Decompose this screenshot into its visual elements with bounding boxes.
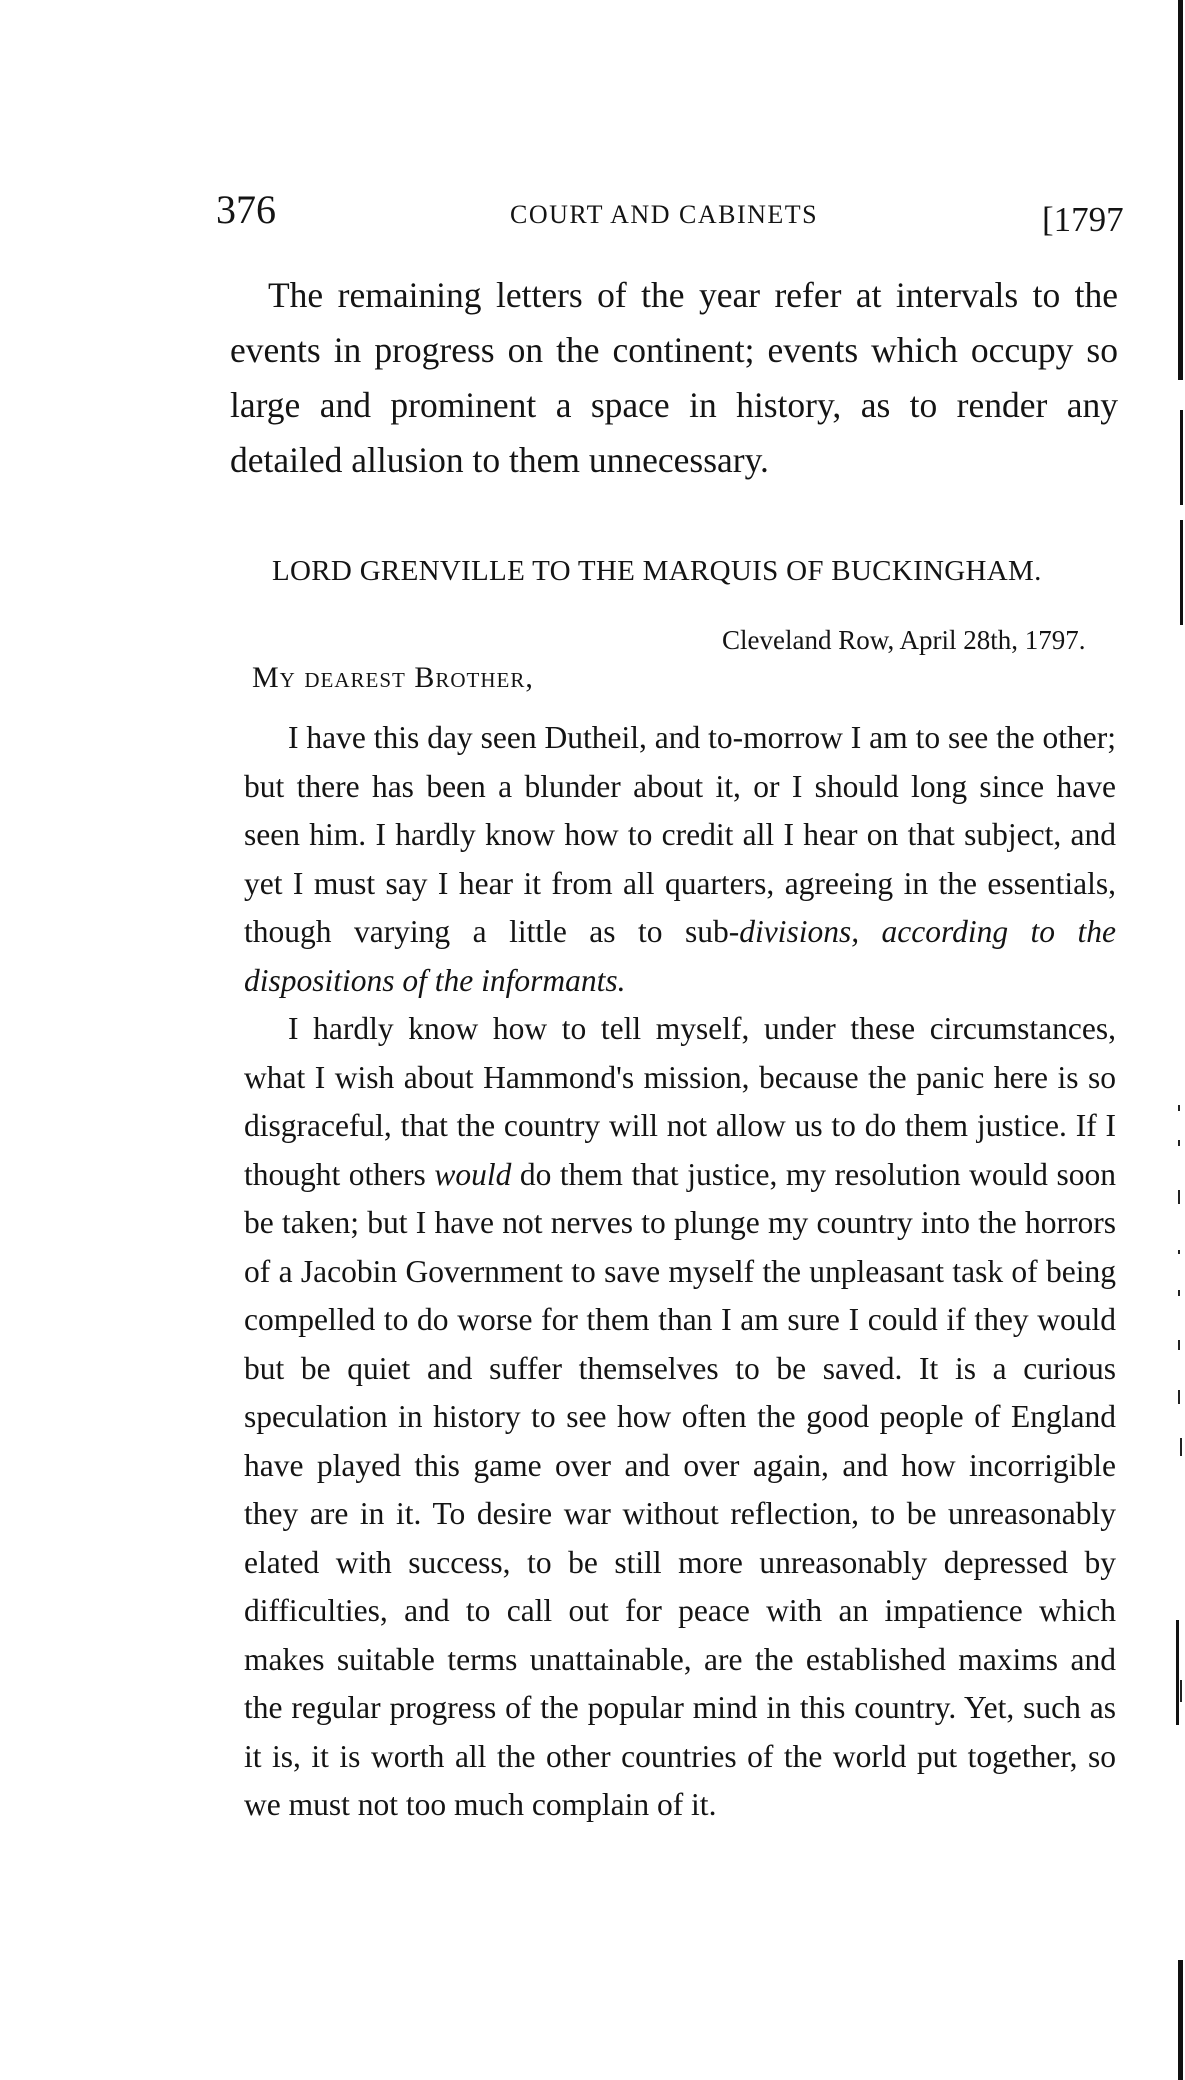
- running-year: [1797: [1042, 200, 1124, 239]
- letter-salutation: My dearest Brother,: [252, 661, 534, 694]
- letter-paragraph-2: [244, 1005, 1116, 1830]
- paragraph-2-italic-word: would: [434, 1156, 512, 1192]
- binding-edge-top: [1178, 0, 1183, 380]
- paragraph-1-italic-tail: divisions, according to the dispositions of the informants.: [244, 914, 1117, 998]
- running-title: COURT AND CABINETS: [510, 200, 819, 229]
- letter-body: [244, 714, 1116, 1830]
- running-head: [216, 180, 1124, 240]
- binding-edge-lower: [1176, 1620, 1179, 1725]
- page-number: 376: [216, 187, 276, 232]
- binding-edge-upper: [1180, 410, 1183, 505]
- letter-dateline: Cleveland Row, April 28th, 1797.: [722, 625, 1086, 655]
- letter-heading: LORD GRENVILLE TO THE MARQUIS OF BUCKINGHAM.: [272, 555, 1042, 587]
- letter-paragraph-1: [244, 714, 1116, 1005]
- paragraph-2-text-part-2: do them that justice, my resolution would soon be taken; but I have not nerves to plunge my country into the horrors of a Jacobin Government to save myself the unpleasant task of being compelled to do worse for them than I am sure I could if they would but be quiet and suffer themselves to be saved. It is a curious speculation in history to see how often the good people of England have played this game over and over again, and how incorrigible they are in it. To desire war without reflection, to be unreasonably elated with success, to be still more unreasonably depressed by difficulties, and to call out for peace with an impatience which makes suitable terms unattainable, are the established maxims and the regular progress of the popular mind in this country. Yet, such as it is, it is worth all the other countries of the world put together, so we must not too much complain of it.: [244, 1156, 1116, 1822]
- binding-edge-middle: [1180, 520, 1183, 625]
- intro-paragraph: The remaining letters of the year refer at intervals to the events in progress on the continent; events which occupy so large and prominent a space in history, as to render any detailed allusion to them unnecessary.: [230, 275, 1118, 480]
- paragraph-2-text-part-1: I hardly know how to tell myself, under these circumstances, what I wish about Hammond's mission, because the panic here is so disgraceful, that the country will not allow us to do them justice. If I thought others: [244, 1011, 1116, 1192]
- paragraph-1-text: I have this day seen Dutheil, and to-morrow I am to see the other; but there has been a blunder about it, or I should long since have seen him. I hardly know how to credit all I hear on that subject, and yet I must say I hear it from all quarters, agreeing in the essentials, though varying a little as to sub-: [244, 720, 1116, 949]
- binding-edge-bottom: [1178, 1960, 1183, 2080]
